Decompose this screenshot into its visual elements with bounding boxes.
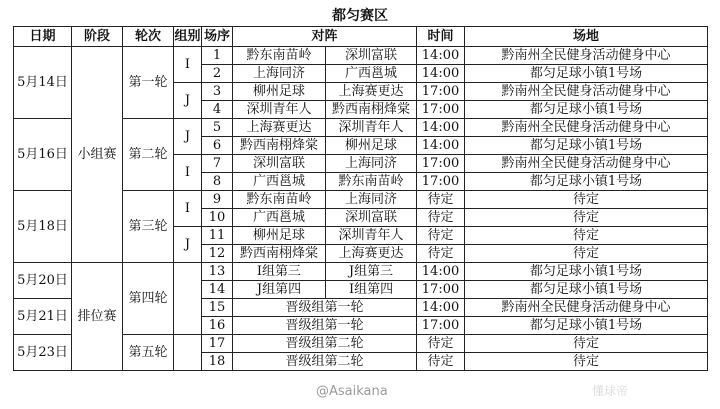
watermark: @Asaikana [316,384,388,399]
round-cell: 第五轮 [123,335,174,371]
away-team: 黔西南栩烽棠 [326,101,417,119]
home-team: 上海同济 [233,65,326,83]
away-team: J组第三 [326,263,417,281]
header-row [14,27,708,47]
match-no: 14 [202,281,233,299]
match-venue: 黔南州全民健身活动健身中心 [465,155,708,173]
away-team: 上海赛更达 [326,83,417,101]
match-venue: 都匀足球小镇1号场 [465,137,708,155]
home-team: 广西邕城 [233,209,326,227]
date-cell: 5月18日 [14,191,72,263]
match-time: 17:00 [417,155,465,173]
away-team: 上海同济 [326,191,417,209]
schedule-table [13,26,708,371]
match-no: 16 [202,317,233,335]
home-team: 柳州足球 [233,83,326,101]
match-venue: 待定 [465,227,708,245]
home-team: 柳州足球 [233,227,326,245]
away-team: 深圳富联 [326,47,417,65]
match-time: 14:00 [417,47,465,65]
match-desc: 晋级组第一轮 [233,317,417,335]
match-venue: 待定 [465,335,708,353]
home-team: 深圳富联 [233,155,326,173]
match-time: 17:00 [417,173,465,191]
match-no: 17 [202,335,233,353]
match-venue: 黔南州全民健身活动健身中心 [465,47,708,65]
match-venue: 都匀足球小镇1号场 [465,263,708,281]
round-cell: 第一轮 [123,47,174,119]
match-time: 待定 [417,191,465,209]
stage-cell: 排位赛 [72,263,123,371]
watermark-logo: 懂球帝 [592,384,629,398]
match-time: 待定 [417,245,465,263]
match-venue: 都匀足球小镇1号场 [465,281,708,299]
match-desc: 晋级组第一轮 [233,299,417,317]
match-desc: 晋级组第二轮 [233,353,417,371]
match-venue: 都匀足球小镇1号场 [465,65,708,83]
round-cell: 第四轮 [123,263,174,335]
home-team: 黔西南栩烽棠 [233,245,326,263]
date-cell: 5月21日 [14,299,72,335]
away-team: 黔东南苗岭 [326,173,417,191]
match-no: 3 [202,83,233,101]
home-team: J组第四 [233,281,326,299]
home-team: 广西邕城 [233,173,326,191]
date-cell: 5月20日 [14,263,72,299]
match-time: 14:00 [417,119,465,137]
match-no: 10 [202,209,233,227]
table-row [14,263,708,281]
match-time: 待定 [417,227,465,245]
group-cell: J [174,227,202,263]
match-desc: 晋级组第二轮 [233,335,417,353]
match-venue: 都匀足球小镇1号场 [465,173,708,191]
match-no: 4 [202,101,233,119]
home-team: 黔东南苗岭 [233,191,326,209]
match-time: 待定 [417,353,465,371]
match-venue: 待定 [465,245,708,263]
match-venue: 待定 [465,209,708,227]
away-team: 广西邕城 [326,65,417,83]
date-cell: 5月16日 [14,119,72,191]
match-no: 7 [202,155,233,173]
date-cell: 5月23日 [14,335,72,371]
away-team: 柳州足球 [326,137,417,155]
away-team: 深圳青年人 [326,227,417,245]
home-team: 黔西南栩烽棠 [233,137,326,155]
match-no: 5 [202,119,233,137]
group-cell: J [174,83,202,119]
group-cell: I [174,191,202,227]
header-stage: 阶段 [72,27,123,47]
match-time: 待定 [417,209,465,227]
match-venue: 待定 [465,191,708,209]
match-venue: 都匀足球小镇1号场 [465,101,708,119]
header-round: 轮次 [123,27,174,47]
match-time: 14:00 [417,65,465,83]
page-title: 都匀赛区 [332,8,388,24]
away-team: 深圳富联 [326,209,417,227]
group-cell [174,335,202,371]
date-cell: 5月14日 [14,47,72,119]
match-no: 9 [202,191,233,209]
match-no: 2 [202,65,233,83]
group-cell: I [174,155,202,191]
away-team: I组第四 [326,281,417,299]
match-time: 待定 [417,335,465,353]
match-venue: 黔南州全民健身活动健身中心 [465,119,708,137]
group-cell [174,263,202,335]
home-team: 黔东南苗岭 [233,47,326,65]
header-venue: 场地 [465,27,708,47]
table-row [14,47,708,65]
home-team: I组第三 [233,263,326,281]
match-venue: 都匀足球小镇1号场 [465,317,708,335]
header-match-no: 场序 [202,27,233,47]
header-matchup: 对阵 [233,27,417,47]
match-no: 13 [202,263,233,281]
match-no: 11 [202,227,233,245]
match-no: 6 [202,137,233,155]
match-no: 1 [202,47,233,65]
match-time: 14:00 [417,137,465,155]
header-date: 日期 [14,27,72,47]
home-team: 上海赛更达 [233,119,326,137]
away-team: 深圳青年人 [326,119,417,137]
match-time: 17:00 [417,317,465,335]
header-time: 时间 [417,27,465,47]
match-venue: 黔南州全民健身活动健身中心 [465,83,708,101]
home-team: 深圳青年人 [233,101,326,119]
match-no: 15 [202,299,233,317]
round-cell: 第二轮 [123,119,174,191]
match-time: 14:00 [417,299,465,317]
match-time: 14:00 [417,263,465,281]
away-team: 上海同济 [326,155,417,173]
stage-cell: 小组赛 [72,47,123,263]
match-venue: 待定 [465,353,708,371]
match-venue: 黔南州全民健身活动健身中心 [465,299,708,317]
match-time: 17:00 [417,83,465,101]
round-cell: 第三轮 [123,191,174,263]
match-no: 18 [202,353,233,371]
header-group: 组别 [174,27,202,47]
group-cell: J [174,119,202,155]
match-no: 12 [202,245,233,263]
match-time: 17:00 [417,101,465,119]
away-team: 上海赛更达 [326,245,417,263]
match-time: 17:00 [417,281,465,299]
group-cell: I [174,47,202,83]
match-no: 8 [202,173,233,191]
